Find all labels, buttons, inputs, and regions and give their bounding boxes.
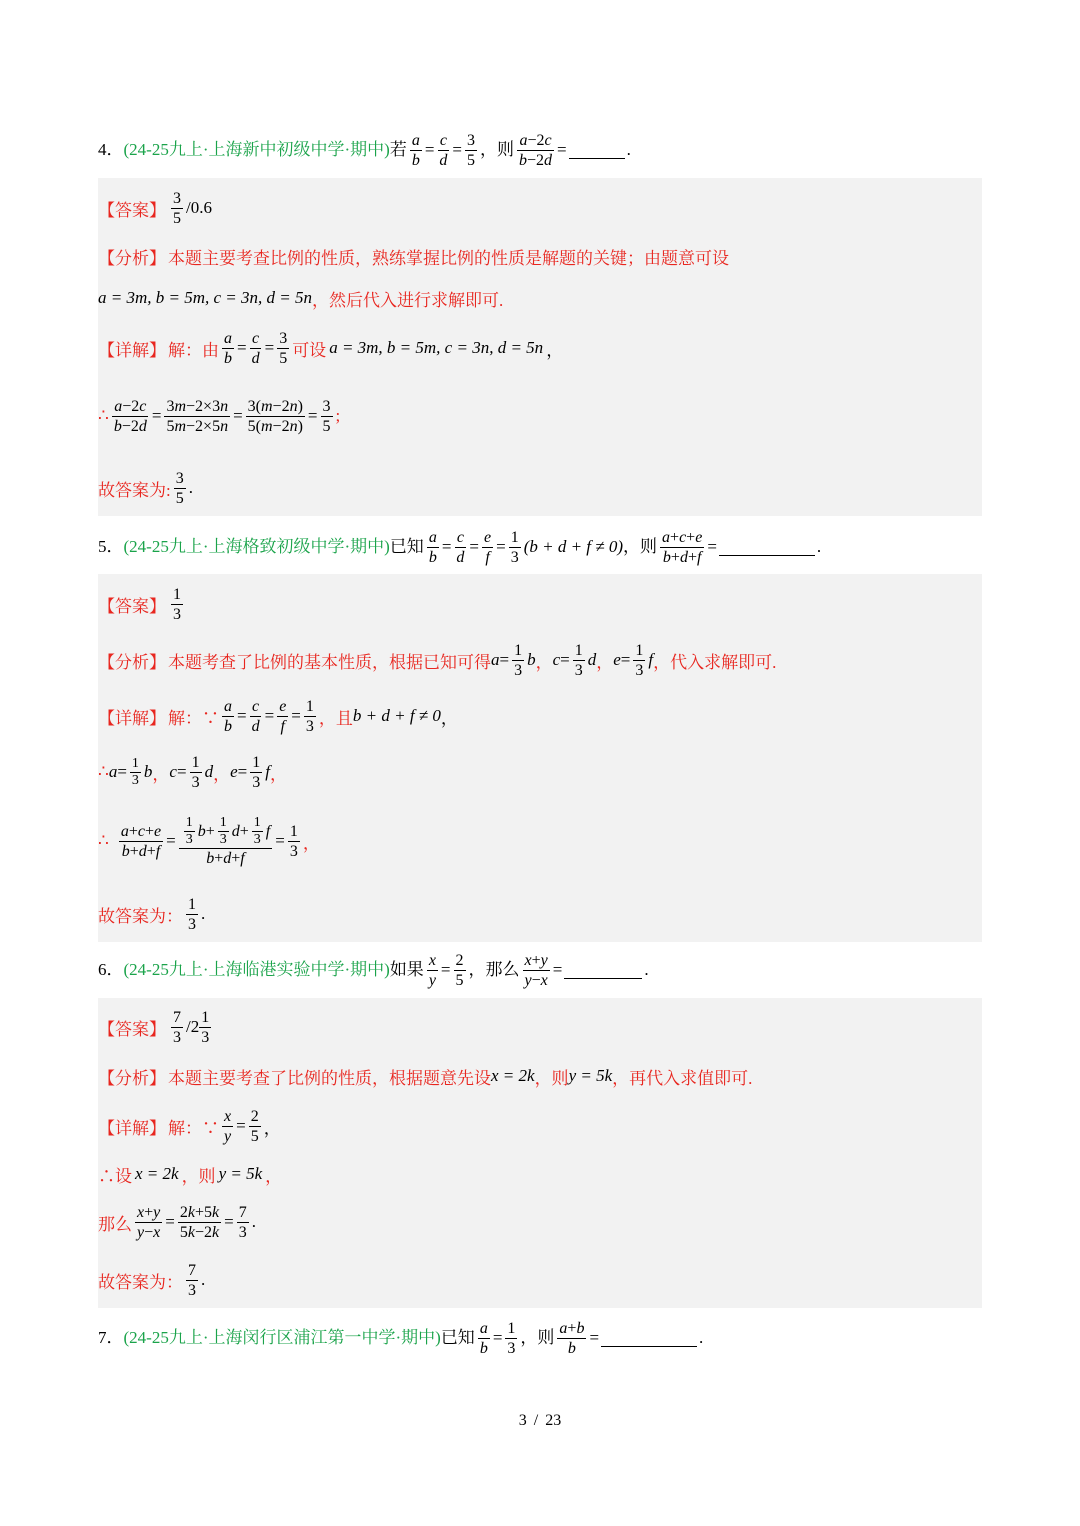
fraction: $\frac{a}{b}$ — [224, 697, 232, 735]
fraction: $\frac{3}{5}$ — [175, 469, 184, 507]
fraction: $\frac{1}{3}$ — [131, 755, 139, 788]
question-source: (24-25九上·上海新中初级中学·期中) — [123, 140, 390, 159]
answer-blank[interactable] — [564, 962, 642, 979]
analysis-line — [98, 244, 978, 268]
analysis-tail: ，然后代入进行求解即可. — [312, 290, 504, 310]
detail-line: 【详解】 解：∵ $\frac{x}{y}$ = $\frac{2}{5}$ ， — [98, 1107, 281, 1145]
question-7: 7． (24-25九上·上海闵行区浦江第一中学·期中) 已知 $\frac{a}{b}$ = $\frac{1}{3}$ ，则 $\frac{a+b}{b}$ = . — [98, 1319, 704, 1357]
final-answer-line — [98, 1258, 978, 1302]
answer-tag: 【答案】 — [98, 1019, 166, 1039]
question-source: (24-25九上·上海闵行区浦江第一中学·期中) — [123, 1328, 441, 1347]
derivation-line-1 — [98, 1162, 978, 1186]
fraction: $\frac{3}{5}$ — [173, 189, 181, 227]
question-prompt: 已知 — [440, 1328, 475, 1347]
question-source: (24-25九上·上海临港实验中学·期中) — [123, 960, 390, 979]
question-source: (24-25九上·上海格致初级中学·期中) — [123, 537, 390, 556]
period: . — [644, 960, 649, 979]
math-expression: x = 2k — [135, 1164, 179, 1183]
answer-blank[interactable] — [719, 539, 815, 556]
fraction: $\frac{a+b}{b}$ — [559, 1319, 585, 1357]
final-label: 故答案为： — [98, 906, 183, 926]
fraction: $\frac{c}{d}$ — [251, 697, 260, 735]
answer-tag: 【答案】 — [98, 200, 166, 220]
line-prefix: 那么 — [98, 1214, 132, 1234]
math-expression: a = 3m, b = 5m, c = 3n, d = 5n — [98, 288, 312, 307]
detail-mid: 且 — [335, 708, 353, 728]
period: . — [699, 1328, 704, 1347]
derivation-line: ∴ $\frac{a-2c}{b-2d}$ = $\frac{3m-2\times 3n}{5m-2\times 5n}$ = $\frac{3(m-2n)}{5(m-2n)}$ = $\frac{3}{5}$ ; — [98, 397, 341, 435]
fraction: $\frac{3}{5}$ — [322, 397, 331, 435]
question-number: 7． — [98, 1328, 124, 1347]
therefore-symbol: ∴ — [98, 406, 109, 425]
question-prompt: 已知 — [389, 537, 424, 556]
connector: ，则 — [534, 1068, 569, 1088]
question-number: 5． — [98, 537, 124, 556]
connector: ，则 — [181, 1166, 216, 1186]
condition: (b + d + f ≠ 0) — [523, 537, 624, 556]
fraction: $\frac{1}{3}$ — [514, 641, 523, 679]
final-answer-line — [98, 466, 978, 510]
analysis-text: 本题主要考查了比例的性质，根据题意先设 — [168, 1068, 491, 1088]
fraction: $\frac{1}{3}$ b + $\frac{1}{3}$ d + $\frac{1}{3}$ f b+d+f — [179, 815, 273, 868]
question-number: 4． — [98, 140, 124, 159]
fraction: $\frac{1}{3}$ — [201, 1008, 210, 1046]
solution-box-4 — [98, 178, 982, 516]
fraction: $\frac{3(m-2n)}{5(m-2n)}$ — [247, 397, 303, 435]
math-expression: y = 5k — [568, 1066, 613, 1085]
fraction: $\frac{1}{3}$ — [173, 585, 181, 623]
fraction: $\frac{2}{5}$ — [455, 951, 464, 989]
analysis-tail: ，再代入求值即可. — [612, 1068, 753, 1088]
fraction: $\frac{1}{3}$ — [252, 753, 261, 791]
line-prefix: ∴设 — [98, 1166, 132, 1186]
question-number: 6． — [98, 960, 124, 979]
fraction: $\frac{a}{b}$ — [411, 131, 420, 169]
period: . — [251, 1212, 256, 1231]
analysis-line — [98, 1064, 978, 1088]
analysis-line: 【分析】 本题考查了比例的基本性质，根据已知可得 a = $\frac{1}{3}$ b ， c = $\frac{1}{3}$ d ， e = $\frac{1}{3}$ f ， 代入求解即可. — [98, 641, 777, 679]
analysis-line-2 — [98, 286, 978, 310]
question-connector: ，则 — [520, 1328, 555, 1347]
final-label: 故答案为: — [98, 480, 171, 500]
period: . — [201, 904, 206, 923]
answer-alt: /0.6 — [186, 198, 212, 217]
fraction: $\frac{e}{f}$ — [484, 528, 492, 566]
fraction: $\frac{7}{3}$ — [188, 1261, 196, 1299]
fraction: $\frac{a-2c}{b-2d}$ — [519, 131, 553, 169]
fraction: $\frac{a+c+e}{b+d+f}$ — [120, 822, 162, 860]
fraction: $\frac{a}{b}$ — [479, 1319, 488, 1357]
page-number: 3 — [518, 1412, 527, 1429]
analysis-tag: 【分析】 — [98, 652, 166, 672]
period: . — [816, 537, 822, 556]
solution-box-5 — [98, 574, 982, 942]
question-6: 6． (24-25九上·上海临港实验中学·期中) 如果 $\frac{x}{y}$ = $\frac{2}{5}$ ，那么 $\frac{x+y}{y-x}$ = . — [98, 951, 649, 989]
answer-line — [98, 582, 978, 626]
answer-blank[interactable] — [601, 1330, 697, 1347]
fraction: $\frac{3}{5}$ — [279, 329, 288, 367]
fraction: $\frac{c}{d}$ — [456, 528, 465, 566]
answer-tag: 【答案】 — [98, 596, 166, 616]
period: . — [188, 478, 193, 497]
fraction: $\frac{a-2c}{b-2d}$ — [113, 397, 147, 435]
fraction: $\frac{1}{3}$ — [510, 528, 519, 566]
fraction: $\frac{x+y}{y-x}$ — [524, 951, 548, 989]
question-connector: ，那么 — [468, 960, 520, 979]
detail-mid: 可设 — [292, 340, 327, 360]
detail-text: 解：∵ — [168, 1118, 219, 1138]
fraction: $\frac{1}{3}$ — [507, 1319, 516, 1357]
detail-tag: 【详解】 — [98, 708, 166, 728]
fraction: $\frac{e}{f}$ — [279, 697, 287, 735]
analysis-text: 本题主要考查比例的性质，熟练掌握比例的性质是解题的关键；由题意可设 — [168, 248, 729, 268]
comma: ， — [546, 340, 564, 360]
period: . — [201, 1270, 206, 1289]
detail-text: 解：∵ — [168, 708, 219, 728]
derivation-line-1: ∴ a = $\frac{1}{3}$ b ， c = $\frac{1}{3}$ d ， e = $\frac{1}{3}$ f ， — [98, 753, 287, 791]
fraction: $\frac{x+y}{y-x}$ — [137, 1203, 161, 1241]
detail-line: 【详解】 解：∵ $\frac{a}{b}$ = $\frac{c}{d}$ = $\frac{e}{f}$ = $\frac{1}{3}$ ， 且 b + d + f ≠ 0 ， — [98, 697, 458, 735]
fraction: $\frac{1}{3}$ — [191, 753, 200, 791]
question-4: 4． (24-25九上·上海新中初级中学·期中) 若 $\frac{a}{b}$ = $\frac{c}{d}$ = $\frac{3}{5}$ ，则 $\frac{a-2c}{b-2d}$ = . — [98, 131, 631, 169]
final-label: 故答案为： — [98, 1272, 183, 1292]
detail-text: 解：由 — [168, 340, 219, 360]
math-expression: y = 5k — [218, 1164, 263, 1183]
fraction: $\frac{7}{3}$ — [238, 1203, 247, 1241]
fraction: $\frac{3}{5}$ — [467, 131, 475, 169]
fraction: $\frac{x}{y}$ — [224, 1107, 232, 1145]
fraction: $\frac{3m-2\times 3n}{5m-2\times 5n}$ — [166, 397, 229, 435]
fraction: $\frac{a}{b}$ — [428, 528, 437, 566]
question-prompt: 若 — [389, 140, 407, 159]
fraction: $\frac{c}{d}$ — [251, 329, 260, 367]
detail-tag: 【详解】 — [98, 1118, 166, 1138]
analysis-tag: 【分析】 — [98, 248, 166, 268]
answer-blank[interactable] — [569, 142, 625, 159]
therefore-symbol: ∴ — [98, 831, 109, 850]
fraction: $\frac{1}{3}$ — [289, 822, 298, 860]
question-connector: ，则 — [480, 140, 514, 159]
math-expression: b + d + f ≠ 0 — [352, 706, 441, 725]
fraction: $\frac{1}{3}$ — [305, 697, 314, 735]
period: . — [626, 140, 631, 159]
question-5: 5． (24-25九上·上海格致初级中学·期中) 已知 $\frac{a}{b}$ = $\frac{c}{d}$ = $\frac{e}{f}$ = $\frac{1}{3}$ (b + d + f ≠ 0) ，则 $\frac{a+c+e}{b+d+f}$ = . — [98, 528, 822, 566]
detail-line: 【详解】 解：由 $\frac{a}{b}$ = $\frac{c}{d}$ = $\frac{3}{5}$ 可设 a = 3m, b = 5m, c = 3n, d = 5n ， — [98, 329, 564, 367]
analysis-tag: 【分析】 — [98, 1068, 166, 1088]
comma: ， — [265, 1166, 283, 1186]
comma: ， — [440, 708, 458, 728]
fraction: $\frac{a}{b}$ — [224, 329, 232, 367]
analysis-tail: 代入求解即可. — [670, 652, 777, 672]
question-prompt: 如果 — [389, 960, 424, 979]
page-footer — [0, 1412, 1080, 1430]
fraction: $\frac{2}{5}$ — [250, 1107, 259, 1145]
fraction: $\frac{c}{d}$ — [439, 131, 448, 169]
fraction: $\frac{1}{3}$ — [635, 641, 644, 679]
page-separator: / — [533, 1412, 539, 1429]
comma: ， — [263, 1118, 281, 1138]
question-connector: ，则 — [623, 537, 658, 556]
fraction: $\frac{1}{3}$ — [574, 641, 583, 679]
solution-box-6 — [98, 998, 982, 1308]
fraction: $\frac{1}{3}$ — [188, 895, 196, 933]
fraction: $\frac{x}{y}$ — [428, 951, 436, 989]
page-total: 23 — [545, 1412, 562, 1429]
math-expression: x = 2k — [491, 1066, 535, 1085]
fraction: $\frac{a+c+e}{b+d+f}$ — [662, 528, 703, 566]
detail-tag: 【详解】 — [98, 340, 166, 360]
fraction: $\frac{7}{3}$ — [173, 1008, 181, 1046]
fraction: $\frac{2k+5k}{5k-2k}$ — [179, 1203, 220, 1241]
derivation-line-2: ∴ $\frac{a+c+e}{b+d+f}$ = $\frac{1}{3}$ b + $\frac{1}{3}$ d + $\frac{1}{3}$ f b+d+f = $\frac{1}{3}$ ， — [98, 814, 320, 867]
math-expression: a = 3m, b = 5m, c = 3n, d = 5n — [329, 338, 544, 357]
final-answer-line — [98, 892, 978, 936]
answer-sep: /2 — [186, 1017, 200, 1036]
answer-line — [98, 186, 978, 230]
analysis-text: 本题考查了比例的基本性质，根据已知可得 — [168, 652, 491, 672]
answer-line — [98, 1004, 978, 1050]
derivation-line-2: 那么 $\frac{x+y}{y-x}$ = $\frac{2k+5k}{5k-2k}$ = $\frac{7}{3}$ . — [98, 1203, 256, 1241]
